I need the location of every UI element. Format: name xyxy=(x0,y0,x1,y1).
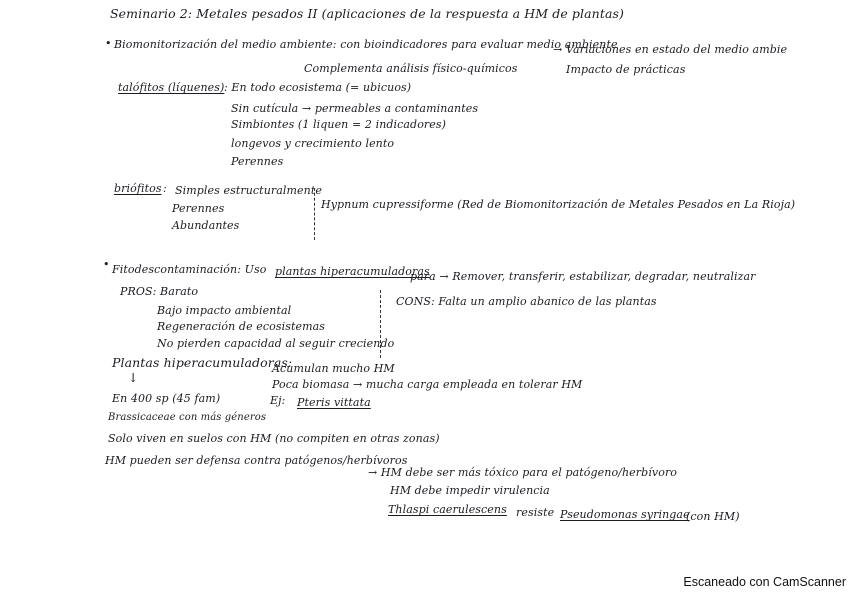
pros-item: Bajo impacto ambiental xyxy=(157,304,292,317)
bullet-icon: • xyxy=(103,258,110,271)
pros-item: No pierden capacidad al seguir creciendo xyxy=(157,337,395,350)
thlaspi-species: Thlaspi caerulescens xyxy=(388,503,507,516)
biomonitoring-heading: Biomonitorización del medio ambiente: con bioindicadores para evaluar medio ambiente xyxy=(114,38,618,51)
biomonitoring-arrow-text: → Variaciones en estado del medio ambie xyxy=(553,43,788,56)
divider-line xyxy=(380,290,381,358)
briofitos-note: Hypnum cupressiforme (Red de Biomonitorización de Metales Pesados en La Rioja) xyxy=(321,198,796,211)
talofitos-item: longevos y crecimiento lento xyxy=(231,137,395,150)
species-count: En 400 sp (45 fam) xyxy=(112,392,221,405)
cons-text: CONS: Falta un amplio abanico de las plantas xyxy=(396,295,657,308)
fito-heading-plants: plantas hiperacumuladoras xyxy=(275,265,430,278)
briofitos-label: briófitos xyxy=(114,182,162,195)
briofitos-item: Simples estructuralmente xyxy=(175,184,322,197)
pros-item: Regeneración de ecosistemas xyxy=(157,320,326,333)
hiper-item: Acumulan mucho HM xyxy=(272,362,395,375)
complementa-line: Complementa análisis físico-químicos xyxy=(304,62,518,75)
talofitos-item: Perennes xyxy=(231,155,284,168)
example-label: Ej: xyxy=(270,394,286,407)
pros-label: PROS: Barato xyxy=(120,285,199,298)
briofitos-item: Perennes xyxy=(172,202,225,215)
talofitos-intro: : En todo ecosistema (= ubicuos) xyxy=(224,81,412,94)
defense-line: HM pueden ser defensa contra patógenos/herbívoros xyxy=(105,454,408,467)
hiper-label: Plantas hiperacumuladoras: xyxy=(112,355,293,370)
bullet-icon: • xyxy=(105,37,112,50)
briofitos-colon: : xyxy=(163,182,167,195)
soils-line: Solo viven en suelos con HM (no compiten en otras zonas) xyxy=(108,432,440,445)
talofitos-item: Simbiontes (1 liquen = 2 indicadores) xyxy=(231,118,447,131)
defense-virulence: HM debe impedir virulencia xyxy=(390,484,550,497)
example-species: Pteris vittata xyxy=(297,396,371,409)
impacto-line: Impacto de prácticas xyxy=(566,63,686,76)
hiper-item: Poca biomasa → mucha carga empleada en tolerar HM xyxy=(272,378,583,391)
talofitos-item: Sin cutícula → permeables a contaminantes xyxy=(231,102,479,115)
page-title: Seminario 2: Metales pesados II (aplicaciones de la respuesta a HM de plantas) xyxy=(110,6,624,21)
pseudomonas-species: Pseudomonas syringae xyxy=(560,508,690,521)
divider-line xyxy=(314,188,315,240)
briofitos-item: Abundantes xyxy=(172,219,240,232)
resiste-word: resiste xyxy=(516,506,555,519)
defense-arrow: → HM debe ser más tóxico para el patógeno/herbívoro xyxy=(368,466,678,479)
fito-heading: Fitodescontaminación: Uso xyxy=(112,263,267,276)
brassicaceae-line: Brassicaceae con más géneros xyxy=(108,412,267,423)
con-hm-note: (con HM) xyxy=(686,510,740,523)
fito-heading-verbs: para → Remover, transferir, estabilizar, degradar, neutralizar xyxy=(410,270,756,283)
talofitos-label: talófitos (líquenes) xyxy=(118,81,225,94)
camscanner-watermark: Escaneado con CamScanner xyxy=(683,575,846,589)
arrow-down-icon: ↓ xyxy=(128,370,139,385)
